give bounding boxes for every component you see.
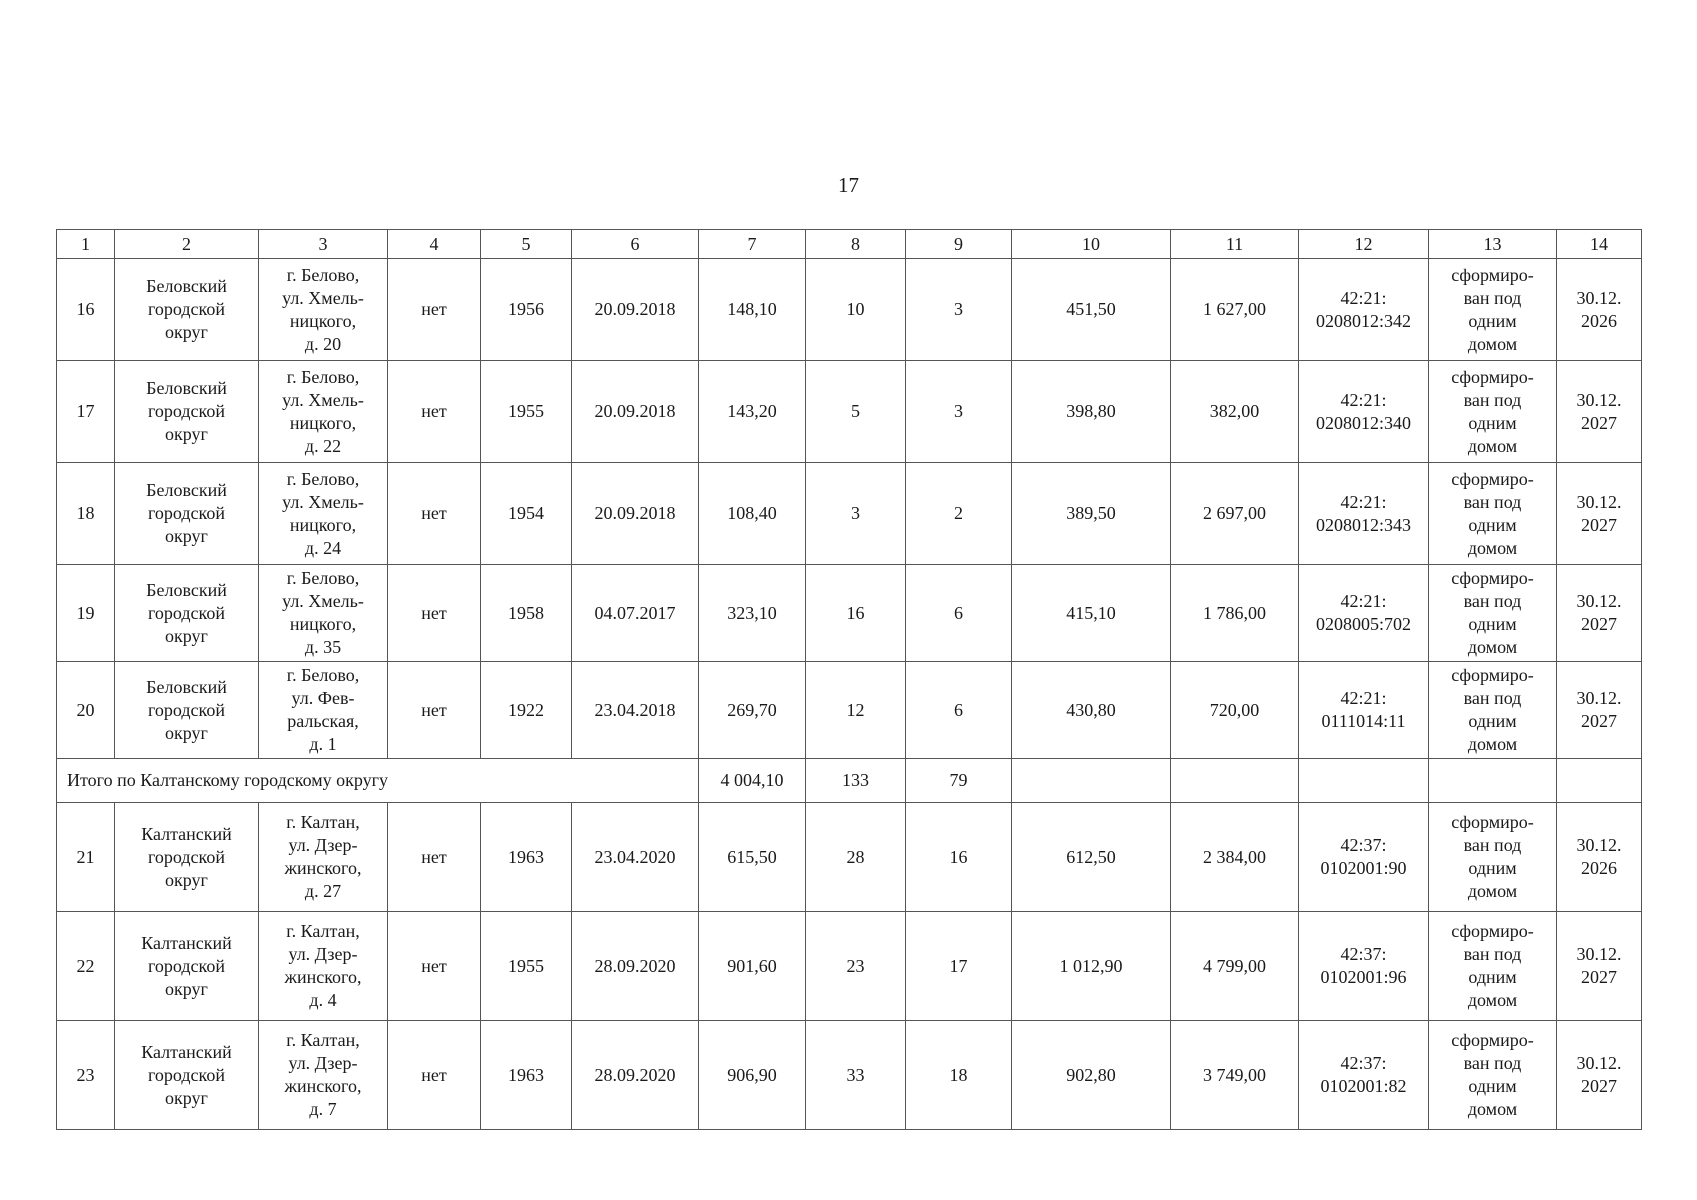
- cell-col-9: 18: [906, 1021, 1012, 1130]
- table-row: [57, 463, 1642, 565]
- cell-col-6: 20.09.2018: [572, 361, 699, 463]
- cell-col-5: 1954: [481, 463, 572, 565]
- cell-col-6: 28.09.2020: [572, 1021, 699, 1130]
- cell-col-4: нет: [388, 463, 481, 565]
- cell-district: Беловский городской округ: [115, 463, 259, 565]
- column-header: 12: [1299, 230, 1429, 259]
- column-header-row: [57, 230, 1642, 259]
- table-row: [57, 259, 1642, 361]
- cell-col-14: 30.12. 2027: [1557, 463, 1642, 565]
- cell-col-13: сформиро- ван под одним домом: [1429, 1021, 1557, 1130]
- cell-col-9: 17: [906, 912, 1012, 1021]
- cell-col-4: нет: [388, 662, 481, 759]
- cell-col-7: 615,50: [699, 803, 806, 912]
- cell-col-9: 3: [906, 361, 1012, 463]
- cell-col-11: 1 786,00: [1171, 565, 1299, 662]
- cell-col-14: 30.12. 2027: [1557, 912, 1642, 1021]
- cell-col-14: 30.12. 2027: [1557, 662, 1642, 759]
- cell-col-12: 42:21: 0208005:702: [1299, 565, 1429, 662]
- empty-cell: [1557, 759, 1642, 803]
- table-row: [57, 361, 1642, 463]
- cell-address: г. Белово, ул. Хмель- ницкого, д. 24: [259, 463, 388, 565]
- cell-address: г. Калтан, ул. Дзер- жинского, д. 4: [259, 912, 388, 1021]
- cell-row-number: 20: [57, 662, 115, 759]
- cell-col-4: нет: [388, 912, 481, 1021]
- empty-cell: [1012, 759, 1171, 803]
- cell-address: г. Калтан, ул. Дзер- жинского, д. 27: [259, 803, 388, 912]
- cell-col-13: сформиро- ван под одним домом: [1429, 259, 1557, 361]
- cell-col-11: 2 384,00: [1171, 803, 1299, 912]
- cell-col-11: 720,00: [1171, 662, 1299, 759]
- cell-col-6: 23.04.2020: [572, 803, 699, 912]
- empty-cell: [1429, 759, 1557, 803]
- column-header: 9: [906, 230, 1012, 259]
- cell-col-4: нет: [388, 1021, 481, 1130]
- cell-col-8: 16: [806, 565, 906, 662]
- cell-col-6: 04.07.2017: [572, 565, 699, 662]
- cell-col-9: 6: [906, 565, 1012, 662]
- cell-row-number: 23: [57, 1021, 115, 1130]
- cell-col-10: 430,80: [1012, 662, 1171, 759]
- cell-col-8: 28: [806, 803, 906, 912]
- cell-col-11: 2 697,00: [1171, 463, 1299, 565]
- cell-col-11: 3 749,00: [1171, 1021, 1299, 1130]
- cell-col-6: 28.09.2020: [572, 912, 699, 1021]
- cell-col-12: 42:21: 0208012:343: [1299, 463, 1429, 565]
- cell-col-12: 42:21: 0208012:340: [1299, 361, 1429, 463]
- cell-col-7: 906,90: [699, 1021, 806, 1130]
- cell-address: г. Белово, ул. Фев- ральская, д. 1: [259, 662, 388, 759]
- cell-col-13: сформиро- ван под одним домом: [1429, 463, 1557, 565]
- cell-col-5: 1963: [481, 803, 572, 912]
- column-header: 10: [1012, 230, 1171, 259]
- cell-row-number: 22: [57, 912, 115, 1021]
- cell-col-5: 1956: [481, 259, 572, 361]
- column-header: 7: [699, 230, 806, 259]
- column-header: 4: [388, 230, 481, 259]
- table-row: [57, 803, 1642, 912]
- table-row: [57, 912, 1642, 1021]
- cell-row-number: 18: [57, 463, 115, 565]
- cell-col-12: 42:37: 0102001:96: [1299, 912, 1429, 1021]
- cell-col-9: 16: [906, 803, 1012, 912]
- table-row: [57, 565, 1642, 662]
- cell-col-13: сформиро- ван под одним домом: [1429, 565, 1557, 662]
- total-c8: 133: [806, 759, 906, 803]
- cell-district: Беловский городской округ: [115, 259, 259, 361]
- cell-col-10: 398,80: [1012, 361, 1171, 463]
- cell-col-10: 902,80: [1012, 1021, 1171, 1130]
- column-header: 3: [259, 230, 388, 259]
- cell-col-12: 42:21: 0111014:11: [1299, 662, 1429, 759]
- cell-col-6: 20.09.2018: [572, 463, 699, 565]
- column-header: 14: [1557, 230, 1642, 259]
- cell-col-8: 3: [806, 463, 906, 565]
- cell-col-7: 108,40: [699, 463, 806, 565]
- cell-col-13: сформиро- ван под одним домом: [1429, 361, 1557, 463]
- cell-district: Беловский городской округ: [115, 565, 259, 662]
- cell-col-9: 3: [906, 259, 1012, 361]
- cell-col-5: 1955: [481, 912, 572, 1021]
- column-header: 2: [115, 230, 259, 259]
- table-body: [57, 230, 1642, 1130]
- cell-col-10: 1 012,90: [1012, 912, 1171, 1021]
- cell-col-12: 42:37: 0102001:90: [1299, 803, 1429, 912]
- cell-col-4: нет: [388, 565, 481, 662]
- cell-col-11: 4 799,00: [1171, 912, 1299, 1021]
- cell-col-14: 30.12. 2027: [1557, 1021, 1642, 1130]
- cell-col-4: нет: [388, 361, 481, 463]
- housing-registry-table: [56, 229, 1642, 1130]
- cell-col-5: 1922: [481, 662, 572, 759]
- total-label: Итого по Калтанскому городскому округу: [57, 759, 699, 803]
- cell-address: г. Белово, ул. Хмель- ницкого, д. 20: [259, 259, 388, 361]
- cell-district: Беловский городской округ: [115, 662, 259, 759]
- cell-col-8: 33: [806, 1021, 906, 1130]
- cell-col-10: 415,10: [1012, 565, 1171, 662]
- cell-col-9: 2: [906, 463, 1012, 565]
- cell-col-13: сформиро- ван под одним домом: [1429, 803, 1557, 912]
- cell-address: г. Белово, ул. Хмель- ницкого, д. 22: [259, 361, 388, 463]
- cell-col-13: сформиро- ван под одним домом: [1429, 662, 1557, 759]
- cell-col-5: 1963: [481, 1021, 572, 1130]
- column-header: 6: [572, 230, 699, 259]
- table-row: [57, 1021, 1642, 1130]
- cell-col-8: 12: [806, 662, 906, 759]
- cell-col-7: 269,70: [699, 662, 806, 759]
- cell-col-6: 23.04.2018: [572, 662, 699, 759]
- cell-col-9: 6: [906, 662, 1012, 759]
- cell-col-14: 30.12. 2026: [1557, 259, 1642, 361]
- column-header: 11: [1171, 230, 1299, 259]
- cell-address: г. Белово, ул. Хмель- ницкого, д. 35: [259, 565, 388, 662]
- cell-row-number: 16: [57, 259, 115, 361]
- total-c7: 4 004,10: [699, 759, 806, 803]
- cell-col-5: 1958: [481, 565, 572, 662]
- cell-col-10: 612,50: [1012, 803, 1171, 912]
- cell-col-8: 10: [806, 259, 906, 361]
- total-row: [57, 759, 1642, 803]
- cell-district: Калтанский городской округ: [115, 803, 259, 912]
- cell-col-10: 451,50: [1012, 259, 1171, 361]
- cell-col-7: 143,20: [699, 361, 806, 463]
- cell-district: Калтанский городской округ: [115, 912, 259, 1021]
- cell-col-13: сформиро- ван под одним домом: [1429, 912, 1557, 1021]
- cell-col-14: 30.12. 2027: [1557, 565, 1642, 662]
- cell-col-7: 148,10: [699, 259, 806, 361]
- cell-district: Беловский городской округ: [115, 361, 259, 463]
- cell-district: Калтанский городской округ: [115, 1021, 259, 1130]
- column-header: 8: [806, 230, 906, 259]
- cell-col-8: 23: [806, 912, 906, 1021]
- empty-cell: [1171, 759, 1299, 803]
- cell-col-5: 1955: [481, 361, 572, 463]
- cell-col-8: 5: [806, 361, 906, 463]
- cell-col-11: 382,00: [1171, 361, 1299, 463]
- cell-col-6: 20.09.2018: [572, 259, 699, 361]
- cell-row-number: 19: [57, 565, 115, 662]
- cell-col-10: 389,50: [1012, 463, 1171, 565]
- cell-row-number: 17: [57, 361, 115, 463]
- table-row: [57, 662, 1642, 759]
- cell-row-number: 21: [57, 803, 115, 912]
- cell-col-11: 1 627,00: [1171, 259, 1299, 361]
- cell-col-12: 42:37: 0102001:82: [1299, 1021, 1429, 1130]
- cell-address: г. Калтан, ул. Дзер- жинского, д. 7: [259, 1021, 388, 1130]
- page-number: 17: [838, 173, 859, 197]
- cell-col-4: нет: [388, 803, 481, 912]
- cell-col-4: нет: [388, 259, 481, 361]
- column-header: 1: [57, 230, 115, 259]
- cell-col-14: 30.12. 2027: [1557, 361, 1642, 463]
- cell-col-7: 901,60: [699, 912, 806, 1021]
- cell-col-7: 323,10: [699, 565, 806, 662]
- column-header: 13: [1429, 230, 1557, 259]
- empty-cell: [1299, 759, 1429, 803]
- column-header: 5: [481, 230, 572, 259]
- cell-col-12: 42:21: 0208012:342: [1299, 259, 1429, 361]
- total-c9: 79: [906, 759, 1012, 803]
- cell-col-14: 30.12. 2026: [1557, 803, 1642, 912]
